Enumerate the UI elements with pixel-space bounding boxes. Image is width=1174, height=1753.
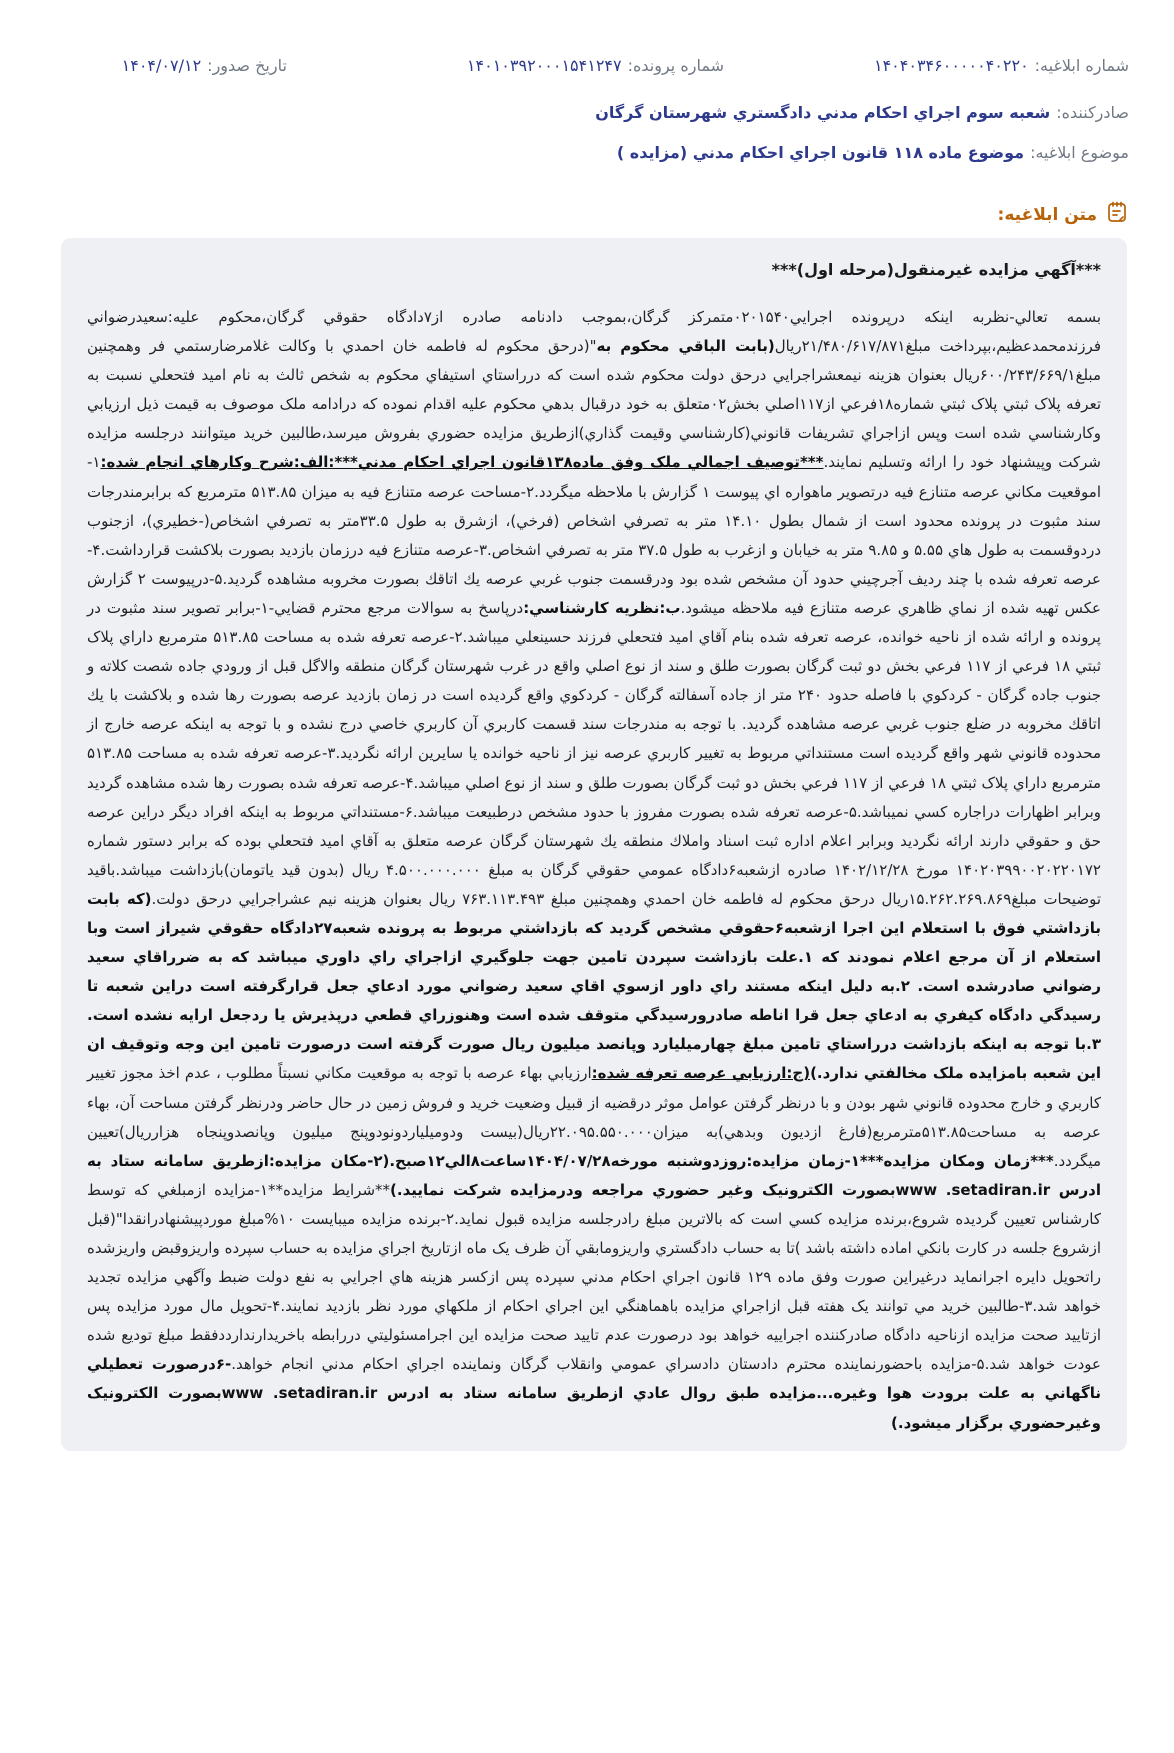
notice-number-label: شماره ابلاغيه: [1034, 56, 1129, 75]
notice-text-title [998, 200, 1129, 229]
body-segment: ارزيابي بهاء عرصه با توجه به موقعيت مكاني نسبتاً مطلوب ، عدم اخذ مجوز تغيير کاربري و خارج محدوده قانوني شهر بودن و با درنظر گرفتن عوامل موثر درقضيه از قبيل وضعيت خريد و فروش زمين در حال حاضر ودرنظر گرفتن مساحت آن، بهاء عرصه به مساحت۵۱۳.۸۵مترمربع(فارغ ازديون وبدهي)به ميزان۲۲.۰۹۵.۵۵۰.۰۰۰ريال(بيست ودوميلياردونودوپنج ميليون وپانصدوپنجاه هزارريال)تعيين ميگردد. [87, 1064, 1102, 1170]
case-number-value: ۱۴۰۱۰۳۹۲۰۰۰۱۵۴۱۲۴۷ [466, 56, 622, 75]
body-bold-segment: ب:نظريه کارشناسي: [523, 598, 681, 617]
notice-number-group [874, 56, 1129, 75]
header-row-numbers [45, 56, 1129, 75]
notice-heading: ***آگهي مزايده غيرمنقول(مرحله اول)*** [771, 260, 1101, 279]
body-bold-segment: (بابت الباقي محکوم به [596, 337, 775, 356]
issuer-row [45, 103, 1129, 122]
subject-value: موضوع ماده ۱۱۸ قانون اجراي احکام مدني (مزايده ) [616, 143, 1025, 162]
issuer-label: صادرکننده: [1056, 103, 1129, 122]
body-bold-segment: (که بابت بازداشتي فوق با استعلام اين اجرا ازشعبه۶حقوقي مشخص گرديد که بازداشتي مربوط به پرونده شعبه۲۷دادگاه حقوقي شيراز است وبا استعلام از آن مرجع اعلام نمودند که ۱.علت بازداشت سپردن تامين جهت جلوگيري ازاجراي راي داوري ميباشد که به ضرراقاي سعيد رضواني صادرشده است. ۲.به دليل اينکه مستند راي داور ازسوي اقاي سعيد رضواني مورد ادعاي جعل قرارگرفته است دراين شعبه تا رسيدگي دادگاه کيفري به ادعاي جعل قرا اناطه صادرورسيدگي متوقف شده است وهنوزراي قطعي درپذيرش يا ردجعل ارايه نشده است. ۳.با توجه به اينکه بازداشت درراستاي تامين مبلغ چهارميليارد وپانصد ميليون ريال صورت گرفته است درصورت تامين اين وجه وتوقيف ان اين شعبه بامزايده ملک مخالفتي ندارد.) [87, 889, 1101, 1083]
body-bold-segment: -۶درصورت تعطيلي ناگهاني به علت برودت هوا وغيره...مزايده طبق روال عادي ازطريق سامانه ستاد به ادرس www .setadiran.irبصورت الکترونيک وغيرحضوري برگزار ميشود.) [87, 1355, 1102, 1432]
notice-text-label: متن ابلاغيه: [997, 204, 1097, 225]
case-number-label: شماره پرونده: [627, 56, 724, 75]
notice-body-panel [61, 238, 1127, 1451]
issuer-value: شعبه سوم اجراي احکام مدني دادگستري شهرستان گرگان [595, 103, 1051, 122]
subject-label: موضوع ابلاغيه: [1030, 143, 1129, 162]
issue-date-label: تاريخ صدور: [207, 56, 287, 75]
body-segment: "(درحق محکوم له فاطمه خان احمدي با وکالت غلامرضارستمي فر وهمچنين مبلغ۶۰۰/۲۴۳/۶۶۹/۱ريال بعنوان هزينه نيمعشراجرايي درحق دولت محکوم شده است که درراستاي استيفاي محکوم به شخص ثالث به نام اميد فتحعلي نسبت به تعرفه پلاک ثبتي پلاک ثبتي شماره۱۸فرعي از۱۱۷اصلي بخش۰۲متعلق به خود درقبال بدهي محکوم عليه اقدام نموده که درادامه ملک موصوف به قيمت ذيل ارزيابي وکارشناسي شده است وپس ازاجراي تشريفات قانوني(کارشناسي وقيمت گذاري)ازطريق مزايده حضوري بفروش ميرسد،طالبين خريد ميتوانند درجلسه مزايده شرکت وپيشنهاد خود را ارائه وتسليم نمايند. [87, 337, 1101, 472]
body-bold-segment: (ج:ارزيابي عرصه تعرفه شده: [591, 1064, 811, 1083]
subject-row [45, 143, 1129, 162]
issue-date-value: ۱۴۰۴/۰۷/۱۲ [121, 56, 202, 75]
body-bold-segment: ***زمان ومکان مزايده***۱-زمان مزايده:روزدوشنبه مورخه۱۴۰۴/۰۷/۲۸ساعت۸الي۱۲صبح.(۲-مکان مزايده:ازطريق سامانه ستاد به ادرس www .setadiran.irبصورت الکترونيک وغير حضوري مراجعه ودرمزايده شرکت نماييد.) [87, 1151, 1101, 1199]
document-note-icon [1105, 200, 1129, 229]
notice-number-value: ۱۴۰۴۰۳۴۶۰۰۰۰۰۴۰۲۲۰ [873, 56, 1029, 75]
body-segment: **شرايط مزايده**۱-مزايده ازمبلغي که توسط کارشناس تعيين گرديده شروع،برنده مزايده کسي است که بالاترين مبلغ رادرجلسه مزايده قبول نمايد.۲-برنده مزايده ميبايست ۱۰%مبلغ موردپيشنهادرانقدا"(قبل ازشروع جلسه در کارت بانکي اماده داشته باشد )تا به حساب دادگستري واريزومابقي آن ظرف يک ماه ازتاريخ اجراي مزايده به حساب سپرده واريزوقبض واريزشده راتحويل دايره اجرانمايد درغيراين صورت وفق ماده ۱۲۹ قانون اجراي احکام مدني سپرده پس ازکسر هزينه هاي اجرايي به نفع دولت ضبط وآگهي مزايده تجديد خواهد شد.۳-طالبين خريد مي توانند يک هفته قبل ازاجراي مزايده باهماهنگي اين اجراي احکام از ملکهاي مورد نظر بازديد نمايند.۴-تحويل مال مورد مزايده پس ازتاييد صحت مزايده ازناحيه دادگاه صادرکننده اجراييه خواهد بود درصورت عدم تاييد صحت مزايده اين اجرامسئوليتي دررابطه باخريدارندارددفقط مبلغ توديع شده عودت خواهد شد.۵-مزايده باحضورنماينده محترم دادستان دادسراي عمومي وانقلاب گرگان ونماينده اجراي احکام مدني انجام خواهد. [87, 1180, 1101, 1374]
body-bold-segment: ***توصيف اجمالي ملک وفق ماده۱۳۸قانون اجراي احکام مدني***:الف:شرح وکارهاي انجام شده: [100, 453, 824, 472]
body-segment: بسمه تعالي-نظربه اينکه درپرونده اجرايي۰۲۰۱۵۴۰متمرکز گرگان،بموجب دادنامه صادره از۷دادگاه حقوقي گرگان،محکوم عليه:سعيدرضواني فرزندمحمدعظيم،بپرداخت مبلغ۲۱/۴۸۰/۶۱۷/۸۷۱ريال [87, 308, 1101, 356]
issue-date-group [122, 56, 287, 75]
case-number-group [467, 56, 724, 75]
notice-body-text [87, 303, 1101, 1438]
body-segment: درپاسخ به سوالات مرجع محترم قضايي-۱-برابر تصوير سند مثبوت در پرونده و ارائه شده از ناحيه خوانده، عرصه تعرفه شده بنام آقاي اميد فتحعلي فرزند حسينعلي ميباشد.۲-عرصه تعرفه شده به مساحت ۵۱۳.۸۵ مترمربع داراي پلاک ثبتي ۱۸ فرعي از ۱۱۷ فرعي بخش دو ثبت گرگان بصورت طلق و سند از نوع اصلي واقع در غرب شهرستان گرگان منطقه والاگل قبل از ورودي جاده شصت کلاته و جنوب جاده گرگان - کردکوي با فاصله حدود ۲۴۰ متر از جاده آسفالته گرگان - کردکوي واقع گرديده است در زمان بازديد عرصه بصورت رها شده و بلاکشت با يك اتاقك مخروبه در ضلع جنوب غربي عرصه مشاهده گرديد. با توجه به مندرجات سند قسمت کاربري آن کاربري خاصي درج نشده و با توجه به اينکه عرصه خارج از محدوده قانوني شهر واقع گرديده است مستنداتي مربوط به تغيير کاربري عرصه نيز از ناحيه خوانده يا سايرين ارائه نگرديد.۳-عرصه تعرفه شده به مساحت ۵۱۳.۸۵ مترمربع داراي پلاک ثبتي ۱۸ فرعي از ۱۱۷ فرعي بخش دو ثبت گرگان بصورت طلق و سند از نوع اصلي ميباشد.۴-عرصه تعرفه شده بصورت رها شده مشاهده گرديد وبرابر اظهارات دراجاره کسي نميباشد.۵-عرصه تعرفه شده بصورت مفروز با حدود مشخص درطبيعت ميباشد.۶-مستنداتي مربوط به اينکه افراد ديگر دراين عرصه حق و حقوقي دارند ارائه نگرديد وبرابر اعلام اداره ثبت اسناد واملاك منطقه يك شهرستان گرگان عرصه متعلق به آقاي اميد فتحعلي بوده که برابر دستور شماره ۱۴۰۲۰۳۹۹۰۰۲۰۲۲۰۱۷۲ مورخ ۱۴۰۲/۱۲/۲۸ صادره ازشعبه۶دادگاه عمومي حقوقي گرگان به مبلغ ۴.۵۰۰.۰۰۰.۰۰۰ ريال (بدون قيد ياتومان)بازداشت ميباشد.باقيد توضيحات مبلغ۱۵.۲۶۲.۲۶۹.۸۶۹ريال درحق محکوم له فاطمه خان احمدي وهمچنين مبلغ ۷۶۳.۱۱۳.۴۹۳ ريال بعنوان هزينه نيم عشراجرايي درحق دولت. [87, 598, 1102, 908]
body-segment: ۱-اموقعيت مکاني عرصه متنازع فيه درتصوير ماهواره اي پيوست ۱ گزارش با ملاحظه ميگردد.۲-مساحت عرصه متنازع فيه به ميزان ۵۱۳.۸۵ مترمربع که برابرمندرجات سند مثبوت در پرونده محدود است از شمال بطول ۱۴.۱۰ متر به تصرفي اشخاص (فرخي)، ازشرق به طول ۳۳.۵متر به تصرفي اشخاص(-خطيري)، ازجنوب دردوقسمت به طول هاي ۵.۵۵ و ۹.۸۵ متر به خيابان و ازغرب به طول ۳۷.۵ متر به تصرفي اشخاص.۳-عرصه متنازع فيه درزمان بازديد بصورت بلاکشت قرارداشت.۴-عرصه تعرفه شده با چند رديف آجرچيني حدود آن مشخص شده بود ودرقسمت جنوب غربي عرصه يك اتاقك بصورت مخروبه مشاهده گرديد.۵-درپيوست ۲ گزارش عکس تهيه شده از نماي ظاهري عرصه متنازع فيه ملاحظه ميشود. [87, 453, 1102, 617]
